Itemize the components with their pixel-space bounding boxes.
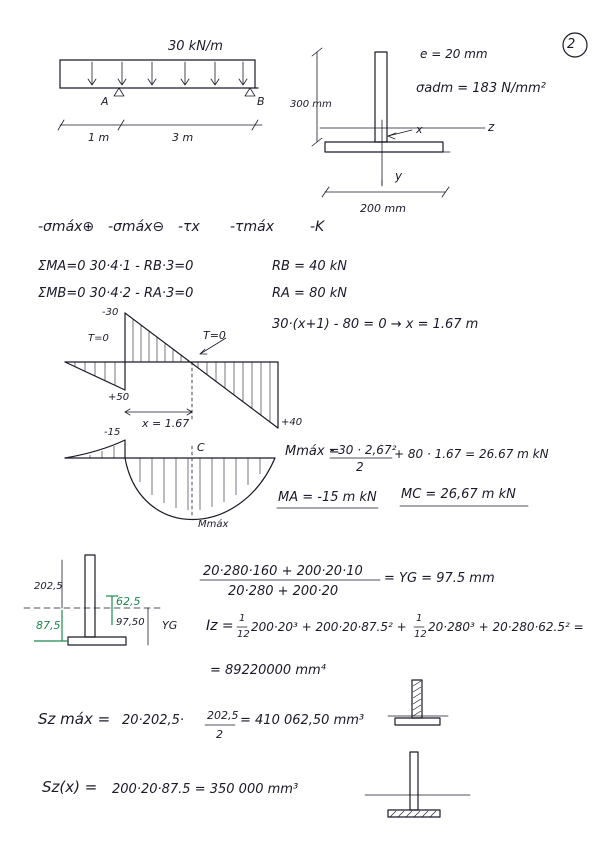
- mmax-eq-denominator: 2: [356, 460, 364, 474]
- shear-right-value: +40: [281, 417, 303, 428]
- inertia-frac2-num: 1: [416, 613, 423, 624]
- moment-max-label: Mmáx: [198, 519, 229, 530]
- inertia-frac1-den: 12: [237, 629, 250, 640]
- span-2-label: 3 m: [172, 131, 194, 144]
- mmax-eq-rhs: + 80 · 1.67 = 26.67 m kN: [394, 447, 549, 461]
- support-a-label: A: [101, 95, 109, 108]
- asked-tau-x: -τx: [178, 219, 200, 235]
- centroid-result: = YG = 97.5 mm: [384, 571, 495, 586]
- sz-x-lhs: Sz(x) =: [42, 778, 98, 796]
- centroid-dim-green-2: 87,5: [36, 619, 61, 632]
- centroid-yg-label: YG: [162, 619, 178, 632]
- inertia-term-2: 20·280³ + 20·280·62.5² =: [428, 620, 584, 634]
- asked-k: -K: [310, 219, 325, 235]
- moment-diagram: [65, 440, 275, 520]
- asked-sigma-max-pos: -σmáx⊕: [38, 219, 95, 235]
- equilibrium-result-2: RA = 80 kN: [272, 286, 348, 301]
- sz-max-sketch: [388, 680, 448, 725]
- sz-max-expr: 20·202,5·: [122, 713, 185, 728]
- sz-max-frac-num: 202,5: [207, 709, 239, 722]
- sz-max-result: = 410 062,50 mm³: [240, 713, 365, 728]
- mmax-eq-numerator: - 30 · 2,67²: [330, 443, 397, 457]
- inertia-result: = 89220000 mm⁴: [210, 663, 326, 678]
- sz-x-sketch: [365, 752, 470, 817]
- sz-max-lhs: Sz máx =: [38, 710, 111, 728]
- shear-t0-left: T=0: [88, 333, 109, 344]
- page-number: 2: [567, 37, 576, 52]
- equilibrium-result-1: RB = 40 kN: [272, 259, 348, 274]
- inertia-frac2-den: 12: [414, 629, 427, 640]
- span-1-label: 1 m: [88, 131, 110, 144]
- centroid-denominator: 20·280 + 200·20: [228, 584, 339, 599]
- equilibrium-eq-1: ΣMA=0 30·4·1 - RB·3=0: [38, 259, 194, 274]
- centroid-dim-small: 97,50: [116, 617, 145, 628]
- z-axis-label: z: [488, 120, 495, 134]
- centroid-dim-top: 202,5: [34, 581, 63, 592]
- shear-bottom-left: +50: [108, 392, 130, 403]
- centroid-dim-green-1: 62,5: [116, 595, 141, 608]
- centroid-numerator: 20·280·160 + 200·20·10: [203, 564, 363, 579]
- moment-point-c: C: [197, 441, 205, 454]
- inertia-lhs: Iz =: [206, 618, 234, 634]
- asked-sigma-max-neg: -σmáx⊖: [108, 219, 165, 235]
- moment-at-c: MC = 26,67 m kN: [401, 487, 516, 502]
- moment-left-value: -15: [104, 427, 121, 438]
- thickness-label: e = 20 mm: [420, 47, 488, 61]
- equilibrium-eq-2: ΣMB=0 30·4·2 - RA·3=0: [38, 286, 194, 301]
- shear-top-left: -30: [102, 307, 119, 318]
- shear-diagram: [65, 313, 278, 428]
- mmax-eq-lhs: Mmáx =: [285, 444, 340, 459]
- asked-tau-max: -τmáx: [230, 219, 274, 235]
- y-axis-label: y: [395, 169, 403, 183]
- beam-diagram: [58, 60, 262, 130]
- section-height-label: 300 mm: [290, 99, 332, 110]
- allowable-stress-label: σadm = 183 N/mm²: [416, 81, 546, 96]
- inertia-term-1: 200·20³ + 200·20·87.5² +: [251, 620, 407, 634]
- support-b-label: B: [257, 95, 265, 108]
- sz-x-expr: 200·20·87.5 = 350 000 mm³: [112, 782, 299, 797]
- shear-zero-equation: 30·(x+1) - 80 = 0 → x = 1.67 m: [272, 317, 479, 332]
- section-width-label: 200 mm: [360, 202, 406, 215]
- inertia-frac1-num: 1: [239, 613, 246, 624]
- shear-t0-mid: T=0: [203, 329, 226, 342]
- shear-x-label: x = 1.67: [142, 417, 190, 430]
- load-label: 30 kN/m: [168, 39, 223, 54]
- moment-at-a: MA = -15 m kN: [278, 490, 377, 505]
- x-label: x: [416, 123, 423, 136]
- sz-max-frac-den: 2: [216, 728, 223, 741]
